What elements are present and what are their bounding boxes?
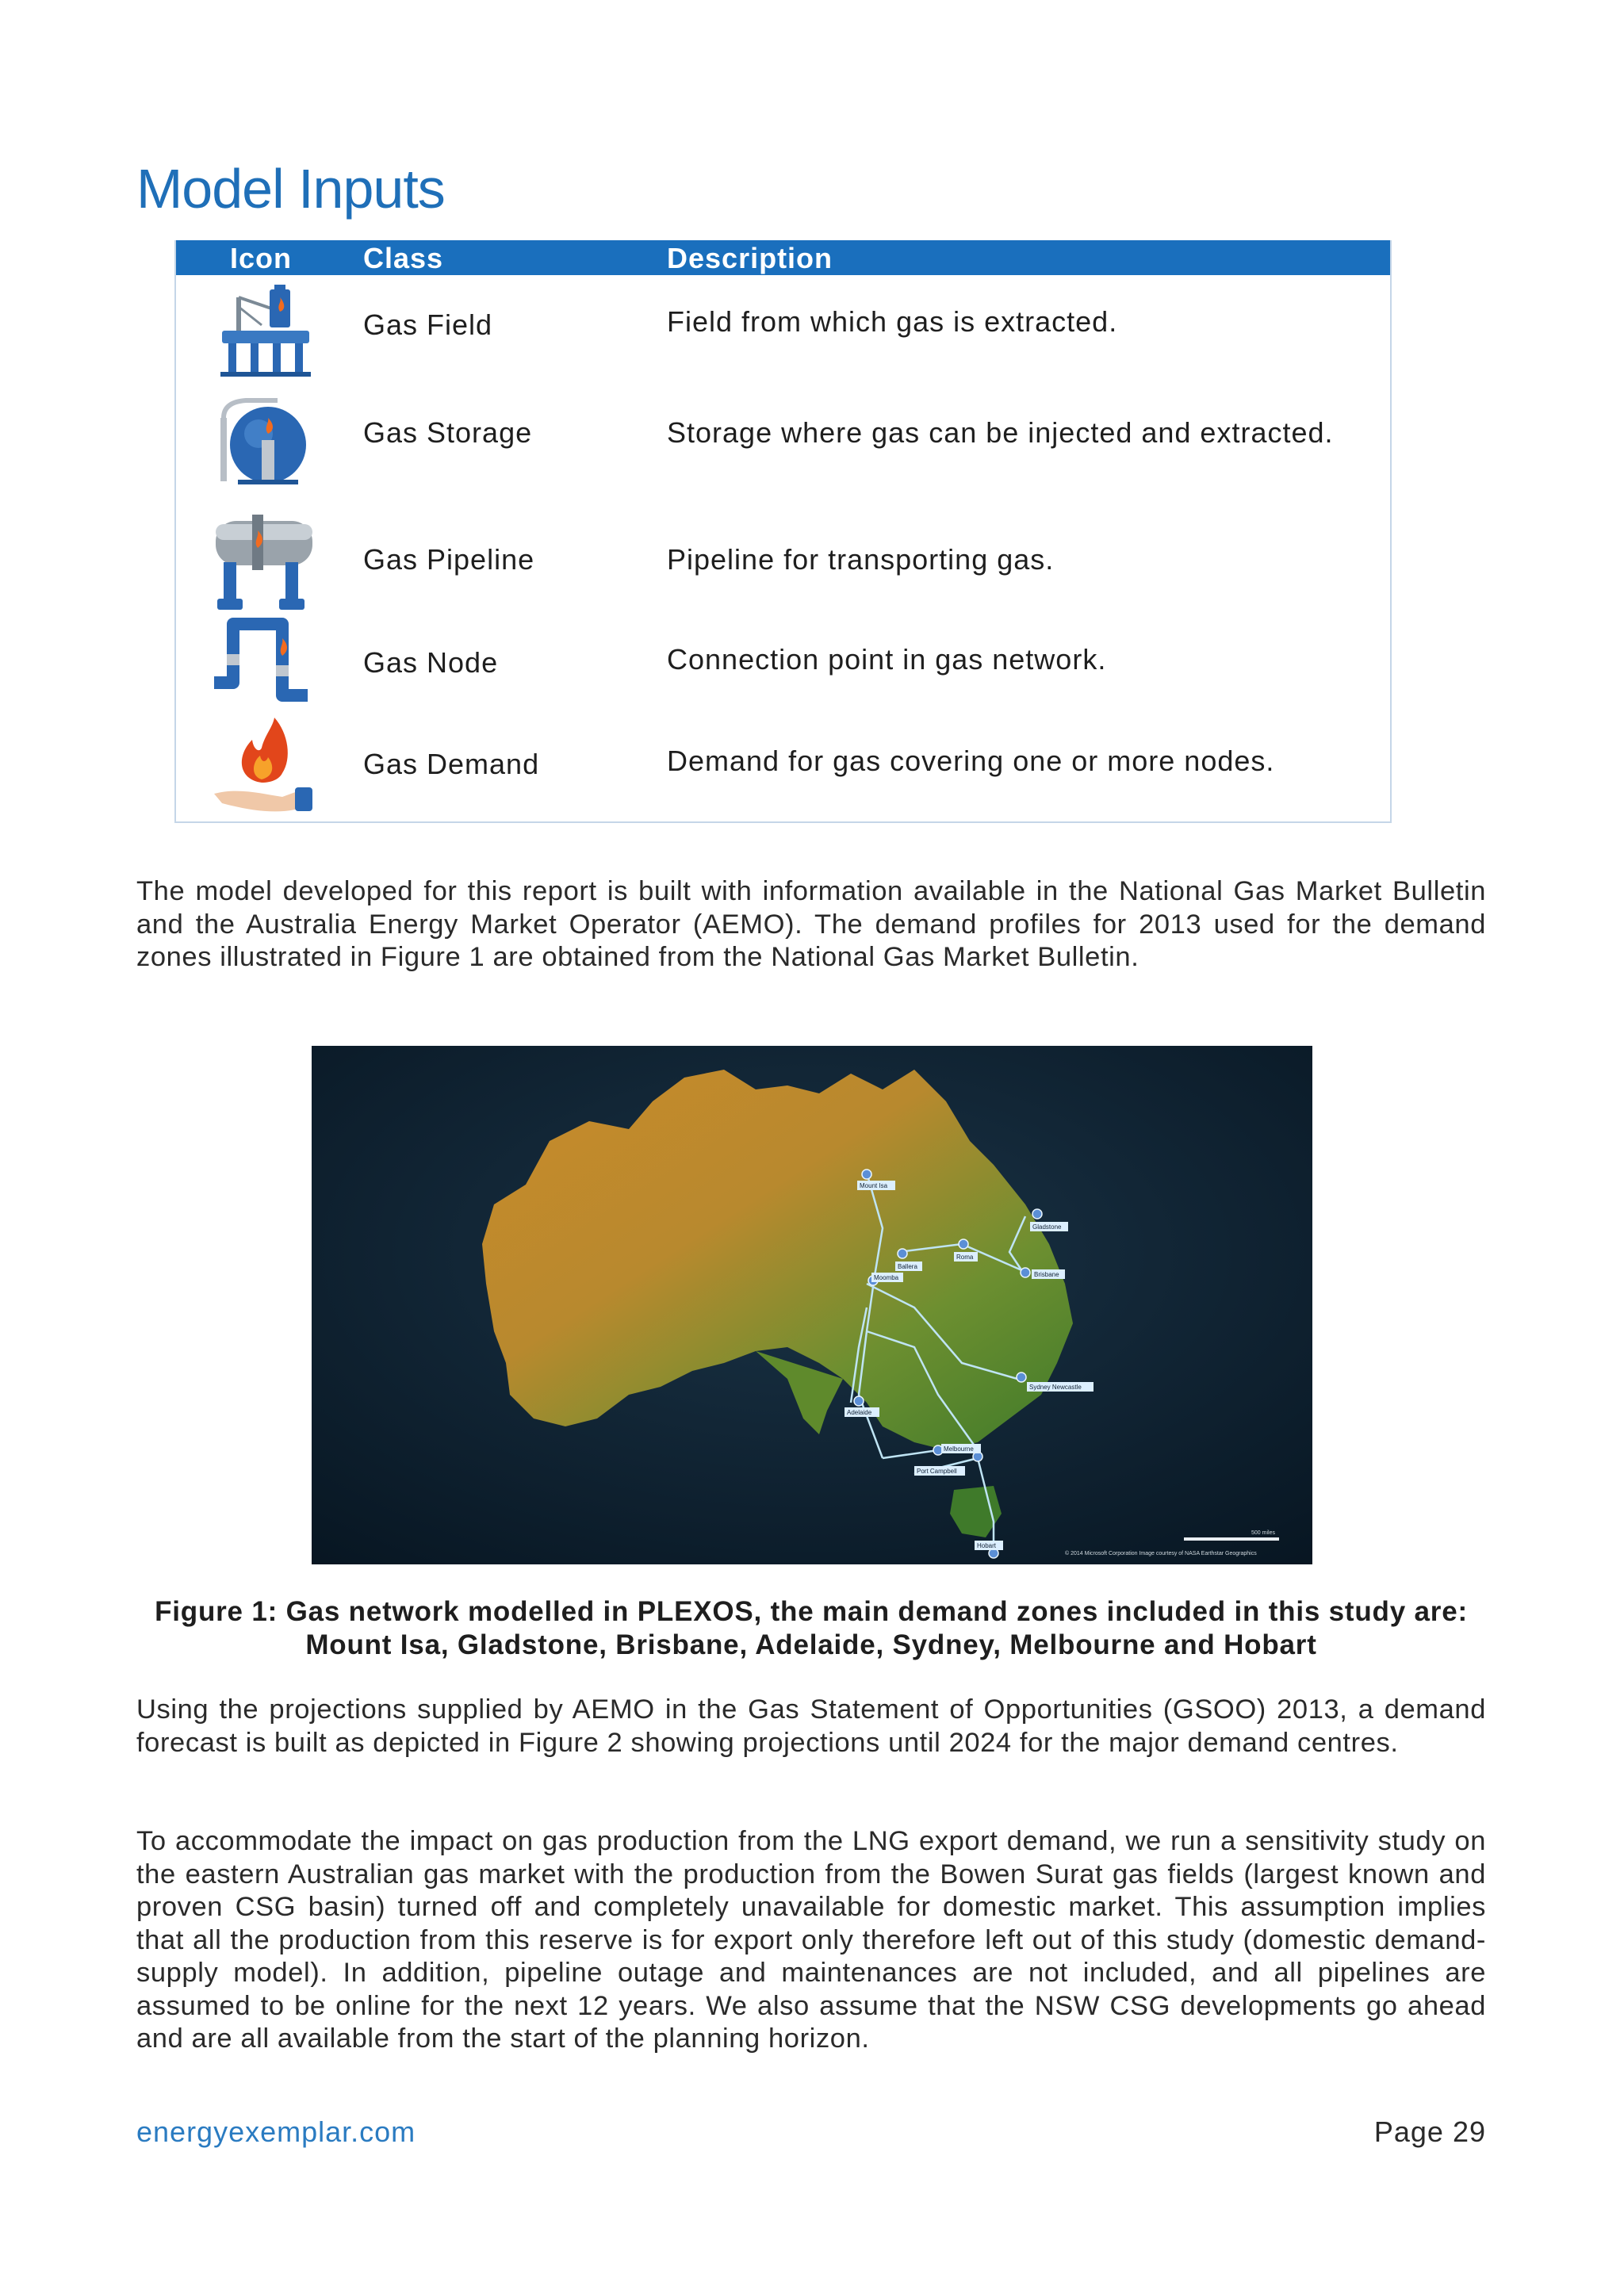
label-moomba: Moomba bbox=[874, 1274, 899, 1281]
model-inputs-table bbox=[174, 240, 1392, 823]
caption-line-2: Mount Isa, Gladstone, Brisbane, Adelaide, Sydney, Melbourne and Hobart bbox=[305, 1629, 1317, 1660]
map-credits: © 2014 Microsoft Corporation Image courtesy of NASA Earthstar Geographics bbox=[1065, 1551, 1257, 1556]
map-scale-bar bbox=[1184, 1537, 1279, 1541]
desc-gas-storage: Storage where gas can be injected and extracted. bbox=[667, 416, 1334, 449]
footer-website-link[interactable]: energyexemplar.com bbox=[136, 2115, 416, 2148]
footer-page-number: Page 29 bbox=[1373, 2115, 1486, 2148]
class-gas-demand: Gas Demand bbox=[363, 748, 540, 780]
class-gas-field: Gas Field bbox=[363, 308, 493, 341]
gas-network-map bbox=[312, 1046, 1312, 1564]
desc-gas-field: Field from which gas is extracted. bbox=[667, 305, 1118, 338]
gas-pipeline-icon bbox=[206, 510, 317, 621]
class-gas-node: Gas Node bbox=[363, 646, 499, 679]
gas-field-icon bbox=[206, 281, 317, 392]
gas-storage-icon bbox=[206, 386, 317, 497]
table-row bbox=[176, 386, 1390, 497]
label-adelaide: Adelaide bbox=[847, 1409, 872, 1416]
label-hobart: Hobart bbox=[977, 1542, 997, 1549]
gas-node-icon bbox=[206, 608, 317, 719]
class-gas-pipeline: Gas Pipeline bbox=[363, 543, 535, 576]
label-gladstone: Gladstone bbox=[1032, 1223, 1062, 1231]
header-description: Description bbox=[667, 242, 833, 274]
table-row bbox=[176, 608, 1390, 719]
desc-gas-demand: Demand for gas covering one or more nodes. bbox=[667, 745, 1275, 777]
desc-gas-node: Connection point in gas network. bbox=[667, 643, 1107, 676]
paragraph-forecast: Using the projections supplied by AEMO in the Gas Statement of Opportunities (GSOO) 2013, a demand forecast is built as depicted in Figure 2 showing projections until 2024 for the major demand centres. bbox=[136, 1694, 1486, 1758]
table-row bbox=[176, 497, 1390, 608]
figure-caption bbox=[136, 1595, 1486, 1662]
label-mount-isa: Mount Isa bbox=[860, 1182, 888, 1189]
table-header bbox=[176, 240, 1390, 275]
australia-map-image bbox=[312, 1046, 1312, 1564]
table-row bbox=[176, 275, 1390, 386]
table-row bbox=[176, 711, 1390, 822]
desc-gas-pipeline: Pipeline for transporting gas. bbox=[667, 543, 1055, 576]
header-icon: Icon bbox=[230, 242, 293, 274]
label-brisbane: Brisbane bbox=[1034, 1271, 1059, 1278]
label-melbourne: Melbourne bbox=[944, 1445, 974, 1453]
gas-demand-icon bbox=[206, 711, 317, 822]
header-class: Class bbox=[363, 242, 444, 274]
paragraph-intro: The model developed for this report is built with information available in the National Gas Market Bulletin and the Australia Energy Market Operator (AEMO). The demand profiles for 2013 used for the demand zones illustrated in Figure 1 are obtained from the National Gas Market Bulletin. bbox=[136, 876, 1486, 972]
label-roma: Roma bbox=[956, 1254, 974, 1261]
label-port-campbell: Port Campbell bbox=[917, 1468, 957, 1475]
map-scale-label: 500 miles bbox=[1251, 1530, 1275, 1536]
label-sydney: Sydney Newcastle bbox=[1029, 1384, 1082, 1391]
paragraph-lng: To accommodate the impact on gas production from the LNG export demand, we run a sensitivity study on the eastern Australian gas market with the production from the Bowen Surat gas fields (largest known and proven CSG basin) turned off and completely unavailable for domestic market. This assumption implies that all the production from this reserve is for export only therefore left out of this study (domestic demand-supply model). In addition, pipeline outage and maintenances are not included, and all pipelines are assumed to be online for the next 12 years. We also assume that the NSW CSG developments go ahead and are all available from the start of the planning horizon. bbox=[136, 1826, 1486, 2054]
caption-line-1: Figure 1: Gas network modelled in PLEXOS, the main demand zones included in this study are: bbox=[155, 1596, 1468, 1627]
class-gas-storage: Gas Storage bbox=[363, 416, 533, 449]
label-ballera: Ballera bbox=[898, 1263, 917, 1270]
page-title: Model Inputs bbox=[136, 158, 445, 220]
